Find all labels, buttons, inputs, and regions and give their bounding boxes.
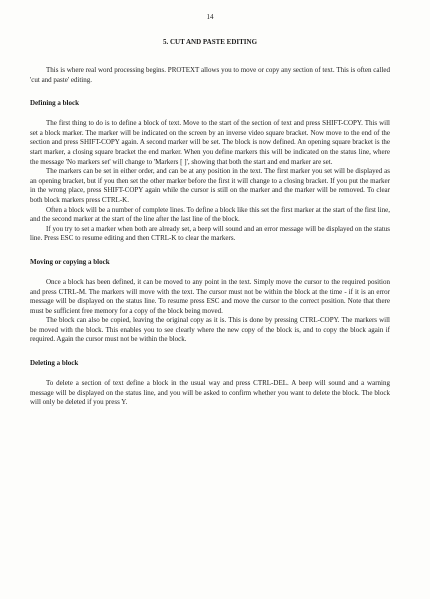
paragraph: To delete a section of text define a block in the usual way and press CTRL-DEL. A beep will sound and a warning message will be displayed on the status line, and you will be asked to confirm whether you want to delete the block. The block will only be deleted if you press Y. (30, 379, 390, 407)
paragraph: Often a block will be a number of complete lines. To define a block like this set the first marker at the start of the first line, and the second marker at the start of the line after the last line of the block. (30, 205, 390, 224)
section-heading: Moving or copying a block (30, 257, 110, 266)
intro-paragraph: This is where real word processing begins. PROTEXT allows you to move or copy any section of text. This is often called 'cut and paste' editing. (30, 66, 390, 84)
paragraph: The markers can be set in either order, and can be at any position in the text. The first marker you set will be displayed as an opening bracket, but if you then set the other marker before the first it will change to a closing bracket. If you put the marker in the wrong place, press SHIFT-COPY again while the cursor is still on the marker and the marker will be removed. To clear both block markers press CTRL-K. (30, 167, 390, 204)
paragraph: The first thing to do is to define a block of text. Move to the start of the section of text and press SHIFT-COPY. This will set a block marker. The marker will be indicated on the screen by an inverse video square bracket. Now move to the end of the section and press SHIFT-COPY again. A second marker will be set. The block is now defined. An opening square bracket is the start marker, a closing square bracket the end marker. When you define markers this will be indicated on the status line, where the message 'No markers set' will change to 'Markers [ ]', showing that both the start and end marker are set. (30, 119, 390, 166)
section-defining-a-block (30, 99, 390, 244)
paragraph: If you try to set a marker when both are already set, a beep will sound and an error message will be displayed on the status line. Press ESC to resume editing and then CTRL-K to clear the markers. (30, 224, 390, 243)
paragraph: Once a block has been defined, it can be moved to any point in the text. Simply move the cursor to the required position and press CTRL-M. The markers will move with the text. The cursor must not be within the block at the time - if it is an error message will be displayed on the status line. To resume press ESC and move the cursor to the correct position. Note that there must be sufficient free memory for a copy of the block being moved. (30, 277, 390, 315)
section-moving-or-copying (30, 258, 390, 345)
section-heading: Deleting a block (30, 359, 79, 368)
section-deleting-a-block (30, 359, 390, 408)
section-heading: Defining a block (30, 99, 80, 108)
page-number: 14 (206, 13, 214, 21)
chapter-title: 5. CUT AND PASTE EDITING (162, 38, 258, 46)
paragraph: The block can also be copied, leaving the original copy as it is. This is done by pressing CTRL-COPY. The markers will be moved with the block. This enables you to see clearly where the new copy of the block is, and to copy the block again if required. Again the cursor must not be within the block. (30, 316, 390, 344)
